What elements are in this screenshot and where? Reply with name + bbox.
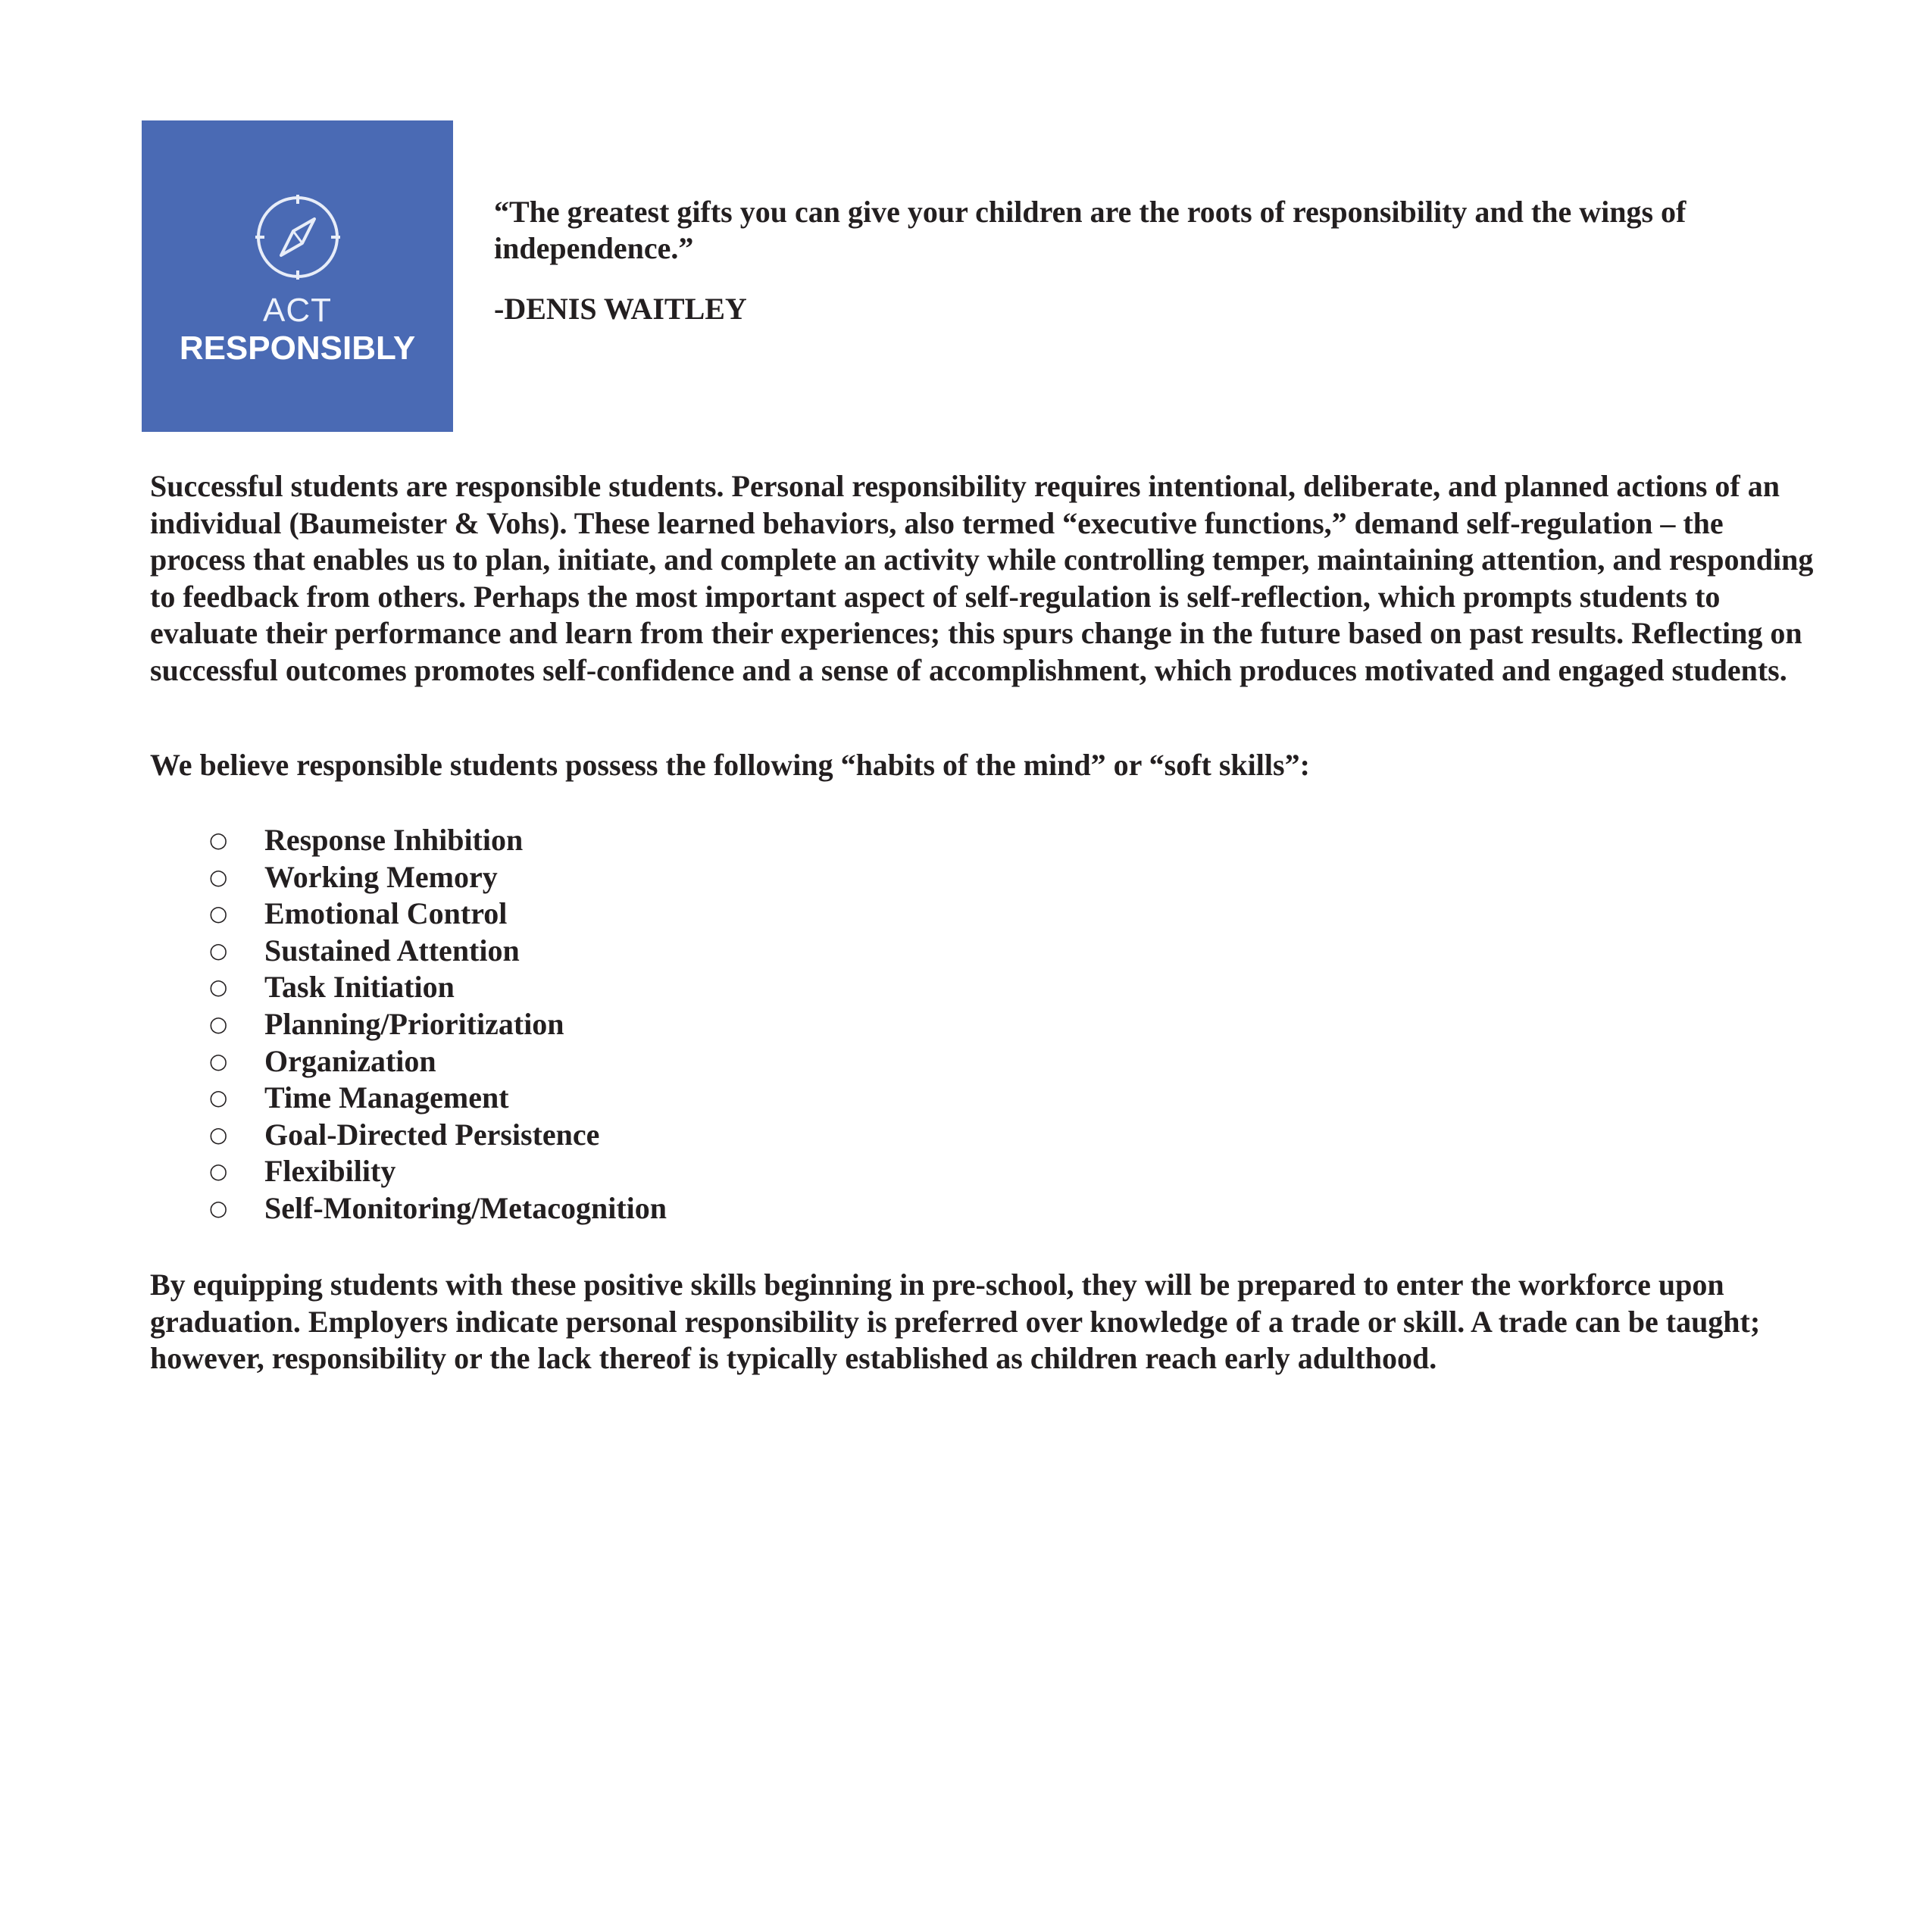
bullet-icon: ○ <box>209 1011 228 1036</box>
compass-icon <box>254 193 342 281</box>
bullet-icon: ○ <box>209 1048 228 1074</box>
habit-label: Flexibility <box>264 1154 396 1189</box>
bullet-icon: ○ <box>209 937 228 963</box>
bullet-icon: ○ <box>209 1085 228 1111</box>
habit-label: Emotional Control <box>264 896 508 931</box>
bullet-icon: ○ <box>209 1158 228 1184</box>
habit-label: Goal-Directed Persistence <box>264 1117 600 1152</box>
intro-paragraph: Successful students are responsible students. Personal responsibility requires intentional, deliberate, and planned actions of an individual (Baumeister & Vohs). These learned behaviors, also termed “executive functions,” demand self-regulation – the process that enables us to plan, initiate, and complete an activity while controlling temper, maintaining attention, and responding to feedback from others. Perhaps the most important aspect of self-regulation is self-reflection, which prompts students to evaluate their performance and learn from their experiences; this spurs change in the future based on past results. Reflecting on successful outcomes promotes self-confidence and a sense of accomplishment, which produces motivated and engaged students. <box>150 469 1814 687</box>
closing-paragraph: By equipping students with these positive skills beginning in pre-school, they will be prepared to enter the workforce upon graduation. Employers indicate personal responsibility is preferred over knowledge of a trade or skill. A trade can be taught; however, responsibility or the lack thereof is typically established as children reach early adulthood. <box>150 1268 1761 1375</box>
bullet-icon: ○ <box>209 864 228 889</box>
habit-label: Time Management <box>264 1080 509 1115</box>
quote-author: -DENIS WAITLEY <box>494 292 747 326</box>
bullet-icon: ○ <box>209 827 228 852</box>
habit-label: Planning/Prioritization <box>264 1006 564 1041</box>
bullet-icon: ○ <box>209 901 228 927</box>
logo-text-act: ACT <box>263 292 332 329</box>
bullet-icon: ○ <box>209 974 228 1000</box>
logo-text-responsibly: RESPONSIBLY <box>179 330 416 367</box>
bullet-icon: ○ <box>209 1195 228 1221</box>
habit-label: Task Initiation <box>264 970 455 1005</box>
habit-label: Response Inhibition <box>264 823 524 857</box>
habit-label: Sustained Attention <box>264 933 520 968</box>
habit-label: Organization <box>264 1043 436 1078</box>
habit-label: Working Memory <box>264 859 498 894</box>
quote-text: “The greatest gifts you can give your children are the roots of responsibility and the wings of independence.” <box>494 195 1687 265</box>
habit-label: Self-Monitoring/Metacognition <box>264 1190 667 1225</box>
act-responsibly-logo <box>142 120 453 432</box>
habits-intro: We believe responsible students possess the following “habits of the mind” or “soft skills”: <box>150 748 1310 782</box>
bullet-icon: ○ <box>209 1121 228 1147</box>
